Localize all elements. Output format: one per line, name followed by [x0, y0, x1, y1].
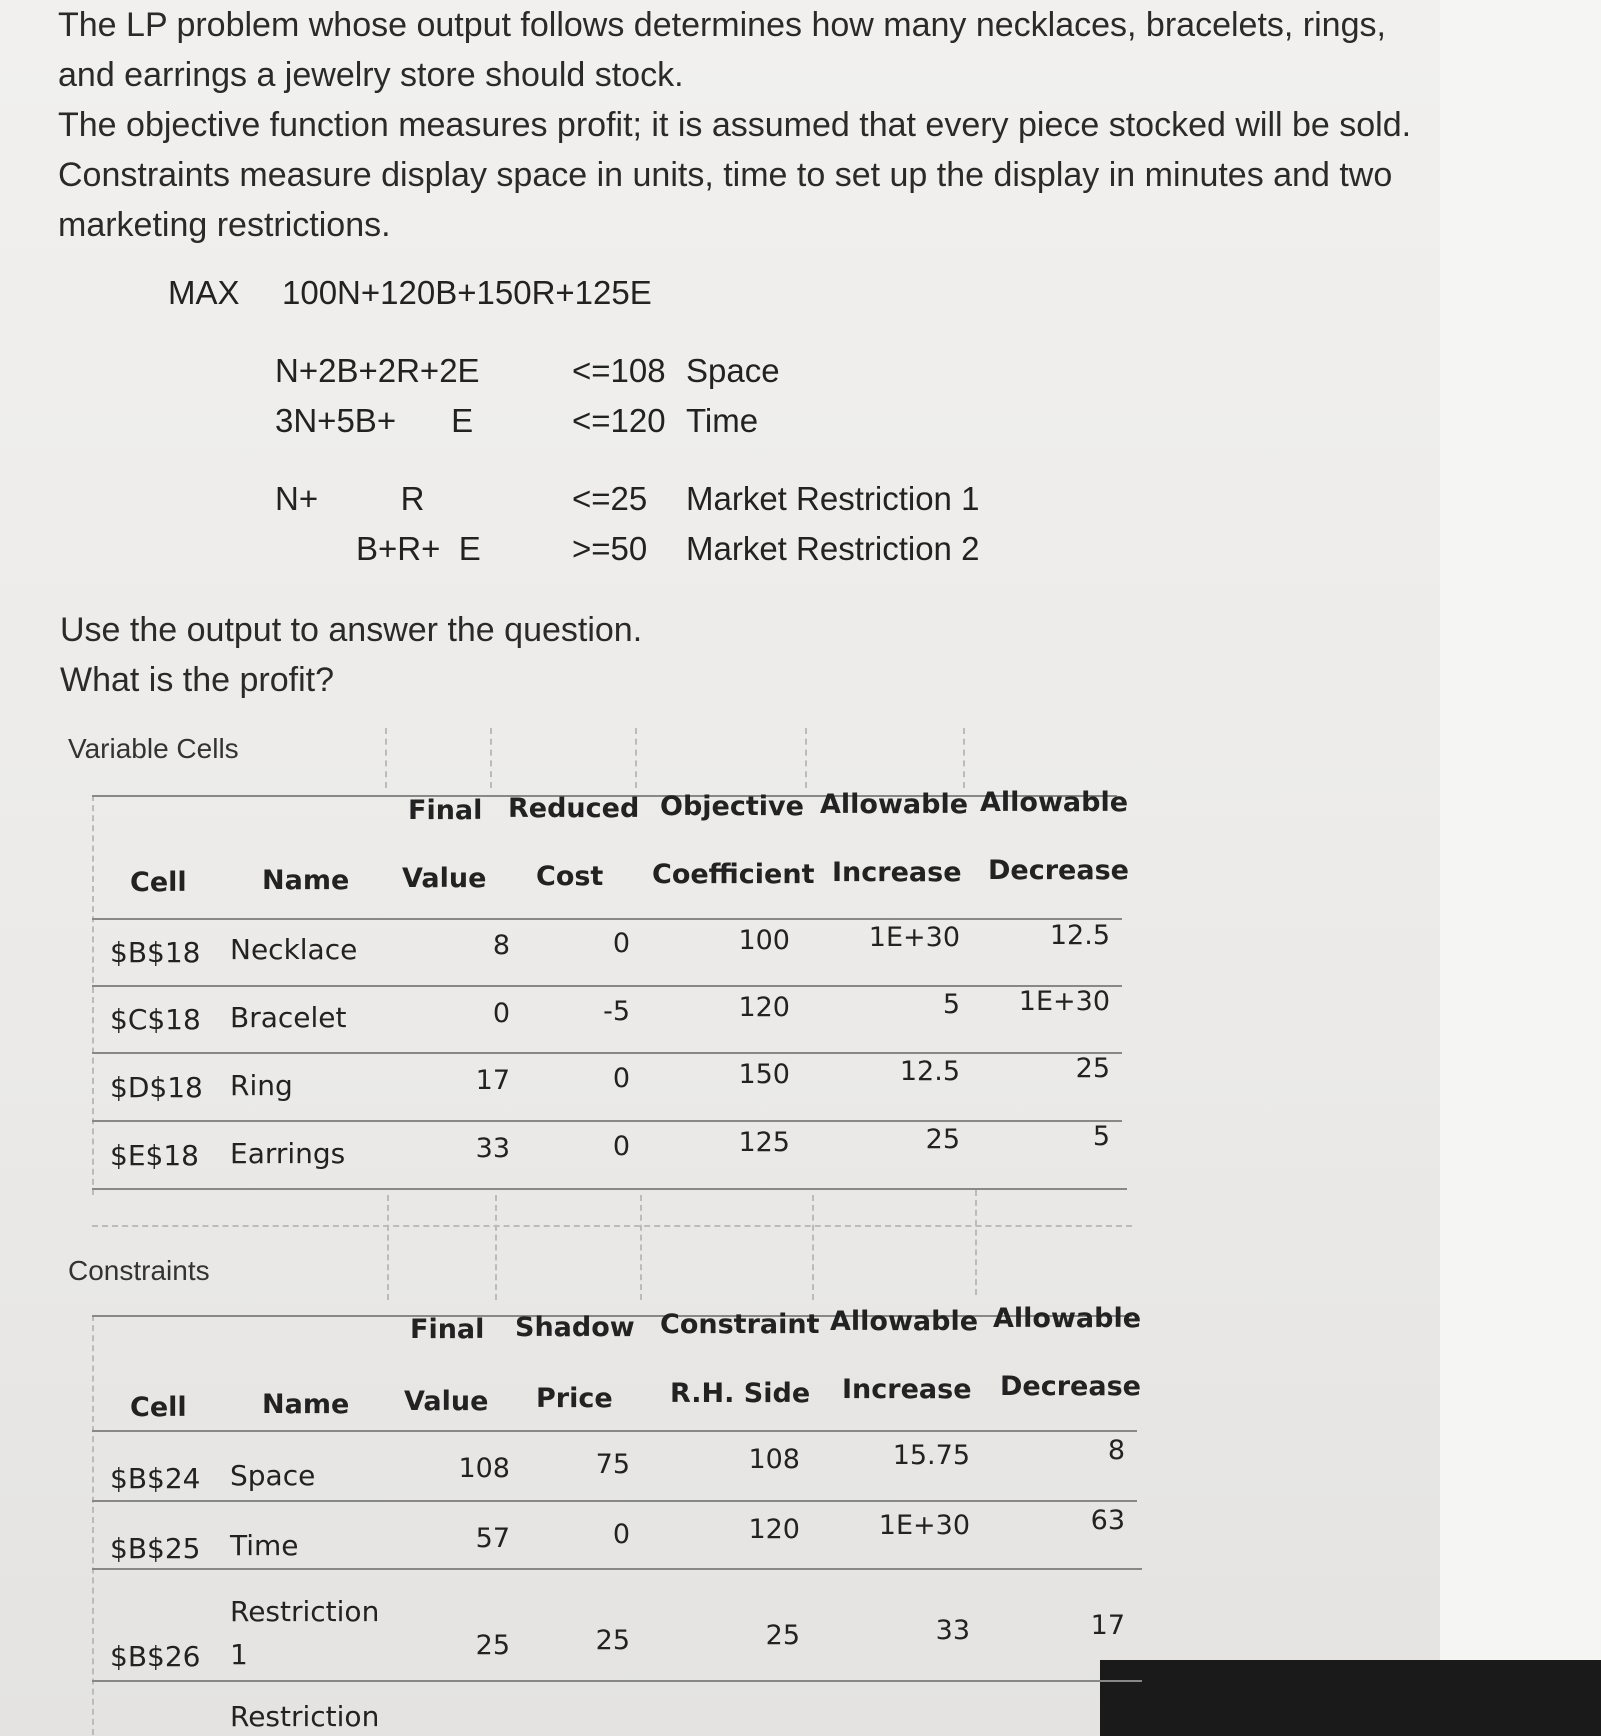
- right-margin: [1440, 0, 1601, 1736]
- row-name: Bracelet: [230, 1001, 347, 1034]
- constraint-4-name: Market Restriction 2: [686, 530, 980, 567]
- header-increase: Increase: [832, 857, 962, 888]
- row-shadow-price: 75: [595, 1449, 630, 1480]
- row-final-value: 108: [458, 1453, 510, 1484]
- constraint-4-rhs: >=50: [572, 530, 648, 567]
- row-objective-coefficient: 100: [738, 925, 790, 956]
- row-cell-ref: $B$24: [110, 1462, 201, 1495]
- row-final-value: 25: [475, 1630, 510, 1661]
- header-constraint: Constraint: [660, 1309, 820, 1340]
- constraint-1-lhs: N+2B+2R+2E: [275, 352, 480, 389]
- grid-line: [963, 728, 965, 788]
- row-objective-coefficient: 150: [738, 1059, 790, 1090]
- grid-line: [635, 728, 637, 788]
- row-cell-ref: $D$18: [110, 1071, 203, 1104]
- grid-line: [385, 728, 387, 788]
- row-allowable-increase: 5: [942, 989, 960, 1020]
- row-objective-coefficient: 125: [738, 1127, 790, 1158]
- max-label: MAX: [168, 274, 240, 311]
- intro-text: [58, 0, 1438, 250]
- constraint-2-name: Time: [686, 402, 759, 439]
- row-reduced-cost: 0: [612, 1063, 630, 1094]
- constraint-2-rhs: <=120: [572, 402, 666, 439]
- row-allowable-increase: 1E+30: [868, 922, 960, 953]
- row-name: Time: [230, 1529, 299, 1562]
- constraint-1-name: Space: [686, 352, 780, 389]
- variable-cells-label: Variable Cells: [68, 733, 239, 764]
- row-name-line-1: Restriction: [230, 1595, 380, 1628]
- row-final-value: 33: [475, 1133, 510, 1164]
- header-final: Final: [410, 1314, 485, 1345]
- row-shadow-price: 0: [612, 1519, 630, 1550]
- table-rule: [92, 1120, 1122, 1122]
- grid-line: [975, 1190, 977, 1295]
- question-line-1: Use the output to answer the question.: [60, 611, 643, 649]
- grid-line: [92, 1315, 94, 1735]
- header-final: Final: [408, 795, 483, 826]
- row-allowable-increase: 12.5: [899, 1056, 960, 1087]
- constraint-2-lhs: 3N+5B+ E: [275, 402, 474, 439]
- table-rule: [92, 1500, 1137, 1502]
- row-constraint-rhs: 25: [765, 1620, 800, 1651]
- table-rule: [92, 1052, 1122, 1054]
- header-increase: Increase: [842, 1374, 972, 1405]
- row-allowable-decrease: 17: [1090, 1610, 1125, 1641]
- question-line-2: What is the profit?: [60, 661, 335, 699]
- row-allowable-decrease: 8: [1107, 1435, 1125, 1466]
- table-rule: [92, 1188, 1127, 1190]
- header-cost: Cost: [536, 861, 604, 892]
- grid-line: [92, 795, 94, 1195]
- header-name: Name: [262, 865, 350, 896]
- row-name-partial: Restriction: [230, 1700, 380, 1733]
- row-final-value: 0: [492, 998, 510, 1029]
- row-final-value: 8: [492, 930, 510, 961]
- table-rule: [92, 985, 1122, 987]
- header-price: Price: [536, 1383, 613, 1414]
- row-name: Necklace: [230, 933, 358, 966]
- grid-line: [387, 1195, 389, 1300]
- row-allowable-decrease: 12.5: [1049, 920, 1110, 951]
- row-allowable-increase: 25: [925, 1124, 960, 1155]
- constraint-3-lhs: N+ R: [275, 480, 425, 517]
- grid-line: [805, 728, 807, 788]
- row-reduced-cost: -5: [603, 996, 630, 1027]
- row-allowable-decrease: 5: [1092, 1121, 1110, 1152]
- row-final-value: 17: [475, 1065, 510, 1096]
- table-rule: [92, 1430, 1137, 1432]
- row-allowable-increase: 1E+30: [878, 1510, 970, 1541]
- row-cell-ref: $B$26: [110, 1640, 201, 1673]
- table-rule: [92, 918, 1122, 920]
- constraint-3-name: Market Restriction 1: [686, 480, 980, 517]
- table-rule: [92, 1680, 1142, 1682]
- header-allowable-decrease-top: Allowable: [980, 787, 1129, 818]
- row-allowable-decrease: 25: [1075, 1053, 1110, 1084]
- row-reduced-cost: 0: [612, 1131, 630, 1162]
- question-block: [60, 605, 642, 705]
- header-allowable-increase-top: Allowable: [830, 1306, 979, 1337]
- row-allowable-increase: 15.75: [892, 1440, 970, 1471]
- row-cell-ref: $E$18: [110, 1139, 199, 1172]
- header-coefficient: Coefficient: [652, 859, 815, 890]
- header-shadow: Shadow: [515, 1312, 635, 1343]
- row-objective-coefficient: 120: [738, 992, 790, 1023]
- row-cell-ref: $B$25: [110, 1532, 201, 1565]
- constraint-4-lhs: B+R+ E: [356, 530, 481, 567]
- row-allowable-decrease: 63: [1090, 1505, 1125, 1536]
- row-constraint-rhs: 120: [748, 1514, 800, 1545]
- row-name: Space: [230, 1459, 316, 1492]
- row-cell-ref: $C$18: [110, 1003, 201, 1036]
- row-allowable-decrease: 1E+30: [1018, 986, 1110, 1017]
- header-value: Value: [404, 1386, 489, 1417]
- row-name: Ring: [230, 1069, 293, 1102]
- intro-paragraph-2: The objective function measures profit; it is assumed that every piece stocked will be sold. Constraints measure display space in units, time to set up the display in minutes and two marketing restrictions.: [58, 106, 1412, 244]
- constraint-1-rhs: <=108: [572, 352, 666, 389]
- table-rule: [92, 1568, 1142, 1570]
- header-name: Name: [262, 1389, 350, 1420]
- header-decrease: Decrease: [1000, 1371, 1141, 1402]
- header-cell: Cell: [130, 1392, 187, 1423]
- header-reduced: Reduced: [508, 793, 640, 824]
- header-cell: Cell: [130, 867, 187, 898]
- header-allowable-decrease-top: Allowable: [993, 1303, 1142, 1334]
- header-objective: Objective: [660, 791, 804, 822]
- constraint-3-rhs: <=25: [572, 480, 648, 517]
- intro-paragraph-1: The LP problem whose output follows determines how many necklaces, bracelets, rings, and earrings a jewelry store should stock.: [58, 6, 1386, 94]
- grid-line: [495, 1195, 497, 1300]
- grid-line: [812, 1195, 814, 1300]
- row-reduced-cost: 0: [612, 928, 630, 959]
- objective-function: 100N+120B+150R+125E: [282, 274, 652, 311]
- row-final-value: 57: [475, 1523, 510, 1554]
- row-constraint-rhs: 108: [748, 1444, 800, 1475]
- header-value: Value: [402, 863, 487, 894]
- row-name: Earrings: [230, 1137, 346, 1170]
- header-allowable-increase-top: Allowable: [820, 789, 969, 820]
- grid-line: [490, 728, 492, 788]
- row-allowable-increase: 33: [935, 1615, 970, 1646]
- grid-line: [640, 1195, 642, 1300]
- row-cell-ref: $B$18: [110, 936, 201, 969]
- constraints-label: Constraints: [68, 1255, 210, 1286]
- row-name-line-2: 1: [230, 1638, 248, 1671]
- header-decrease: Decrease: [988, 855, 1129, 886]
- row-shadow-price: 25: [595, 1625, 630, 1656]
- bottom-shadow: [1100, 1660, 1601, 1736]
- header-rh-side: R.H. Side: [670, 1378, 811, 1409]
